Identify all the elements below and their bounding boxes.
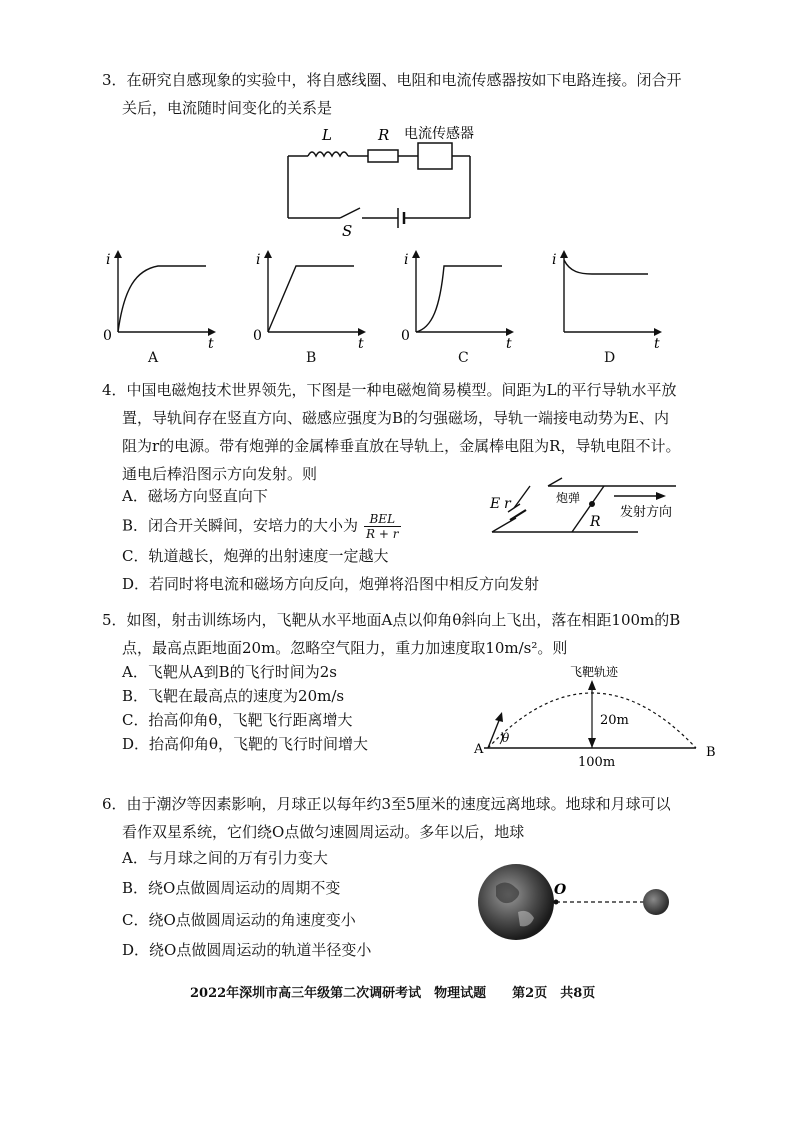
svg-text:0: 0 — [103, 328, 112, 344]
svg-text:t: t — [208, 336, 214, 348]
q5-trajectory-diagram — [470, 662, 720, 772]
svg-text:i: i — [404, 252, 409, 268]
svg-text:R: R — [590, 514, 601, 530]
railgun-switch — [548, 478, 562, 486]
q5-option-b: B．飞靶在最高点的速度为20m/s — [122, 687, 345, 705]
q5-option-c: C．抬高仰角θ，飞靶飞行距离增大 — [122, 711, 353, 729]
q4-option-b: B．闭合开关瞬间，安培力的大小为 $\frac{\text{BEL}}{R + r}$ — [122, 512, 399, 541]
q4-railgun-diagram — [486, 474, 686, 540]
page-footer: 2022年深圳市高三年级第二次调研考试 物理试题 第2页 共8页 — [190, 986, 596, 1001]
q4-stem-line4: 通电后棒沿图示方向发射。则 — [122, 465, 318, 483]
q6-option-d: D．绕O点做圆周运动的轨道半径变小 — [122, 941, 372, 959]
q3-graph-b — [250, 248, 370, 348]
curve-b — [268, 266, 354, 332]
q6-earth-moon-diagram — [474, 856, 694, 952]
graph-b-label: B — [306, 350, 317, 366]
svg-text:i: i — [106, 252, 111, 268]
svg-text:0: 0 — [253, 328, 262, 344]
shell-dot — [589, 501, 595, 507]
svg-text:t: t — [654, 336, 660, 348]
svg-text:飞靶轨迹: 飞靶轨迹 — [570, 665, 619, 679]
svg-text:i: i — [256, 252, 261, 268]
q4-option-c: C．轨道越长，炮弹的出射速度一定越大 — [122, 547, 389, 565]
curve-c — [416, 266, 502, 332]
q4-stem-line3: 阻为r的电源。带有炮弹的金属棒垂直放在导轨上，金属棒电阻为R，导轨电阻不计。 — [122, 437, 681, 455]
q6-option-c: C．绕O点做圆周运动的角速度变小 — [122, 911, 356, 929]
svg-text:O: O — [554, 882, 567, 898]
q6-option-a: A．与月球之间的万有引力变大 — [122, 849, 328, 867]
switch — [340, 208, 360, 218]
current-sensor-box — [418, 143, 452, 169]
svg-text:t: t — [506, 336, 512, 348]
svg-text:θ: θ — [502, 731, 510, 745]
earth-icon — [478, 864, 554, 940]
q5-stem-line2: 点，最高点距地面20m。忽略空气阻力，重力加速度取10m/s²。则 — [122, 639, 568, 657]
curve-d — [564, 260, 648, 274]
q6-stem-line2: 看作双星系统，它们绕O点做匀速圆周运动。多年以后，地球 — [122, 823, 525, 841]
q3-graph-c — [398, 248, 518, 348]
q3-stem-line1: 3．在研究自感现象的实验中，将自感线圈、电阻和电流传感器按如下电路连接。闭合开 — [102, 71, 682, 89]
q6-option-b: B．绕O点做圆周运动的周期不变 — [122, 879, 341, 897]
svg-text:炮弹: 炮弹 — [556, 491, 581, 505]
svg-text:0: 0 — [401, 328, 410, 344]
graph-a-label: A — [148, 350, 159, 366]
curve-a — [118, 266, 206, 332]
resistor — [368, 150, 398, 162]
q5-option-a: A．飞靶从A到B的飞行时间为2s — [122, 663, 337, 681]
graph-d-label: D — [604, 350, 616, 366]
inductor-label: L — [322, 126, 332, 144]
q3-graph-a — [100, 248, 220, 348]
q3-circuit-diagram — [280, 118, 480, 240]
moon-icon — [643, 889, 669, 915]
q4-stem-line1: 4．中国电磁炮技术世界领先，下图是一种电磁炮简易模型。间距为L的平行导轨水平放 — [102, 381, 677, 399]
svg-text:100m: 100m — [578, 755, 616, 770]
q3-stem-line2: 关后，电流随时间变化的关系是 — [122, 99, 333, 117]
q5-stem-line1: 5．如图，射击训练场内，飞靶从水平地面A点以仰角θ斜向上飞出，落在相距100m的B — [102, 611, 681, 629]
q3-graph-d — [546, 248, 666, 348]
q4-option-d: D．若同时将电流和磁场方向反向，炮弹将沿图中相反方向发射 — [122, 575, 540, 593]
q4-stem-line2: 置，导轨间存在竖直方向、磁感应强度为B的匀强磁场，导轨一端接电动势为E、内 — [122, 409, 669, 427]
svg-text:发射方向: 发射方向 — [620, 505, 673, 520]
sensor-label: 电流传感器 — [404, 126, 474, 142]
resistor-label: R — [378, 126, 390, 144]
svg-text:B: B — [706, 745, 716, 760]
svg-text:t: t — [358, 336, 364, 348]
q5-option-d: D．抬高仰角θ，飞靶的飞行时间增大 — [122, 735, 369, 753]
svg-text:E: E — [490, 496, 501, 512]
svg-text:i: i — [552, 252, 557, 268]
svg-text:r: r — [504, 496, 511, 512]
q6-stem-line1: 6．由于潮汐等因素影响，月球正以每年约3至5厘米的速度远离地球。地球和月球可以 — [102, 795, 671, 813]
switch-label: S — [342, 222, 353, 240]
q4-option-a: A．磁场方向竖直向下 — [122, 487, 268, 505]
svg-text:A: A — [474, 742, 484, 757]
inductor-coil — [308, 152, 348, 156]
svg-text:20m: 20m — [600, 713, 629, 728]
graph-c-label: C — [458, 350, 469, 366]
